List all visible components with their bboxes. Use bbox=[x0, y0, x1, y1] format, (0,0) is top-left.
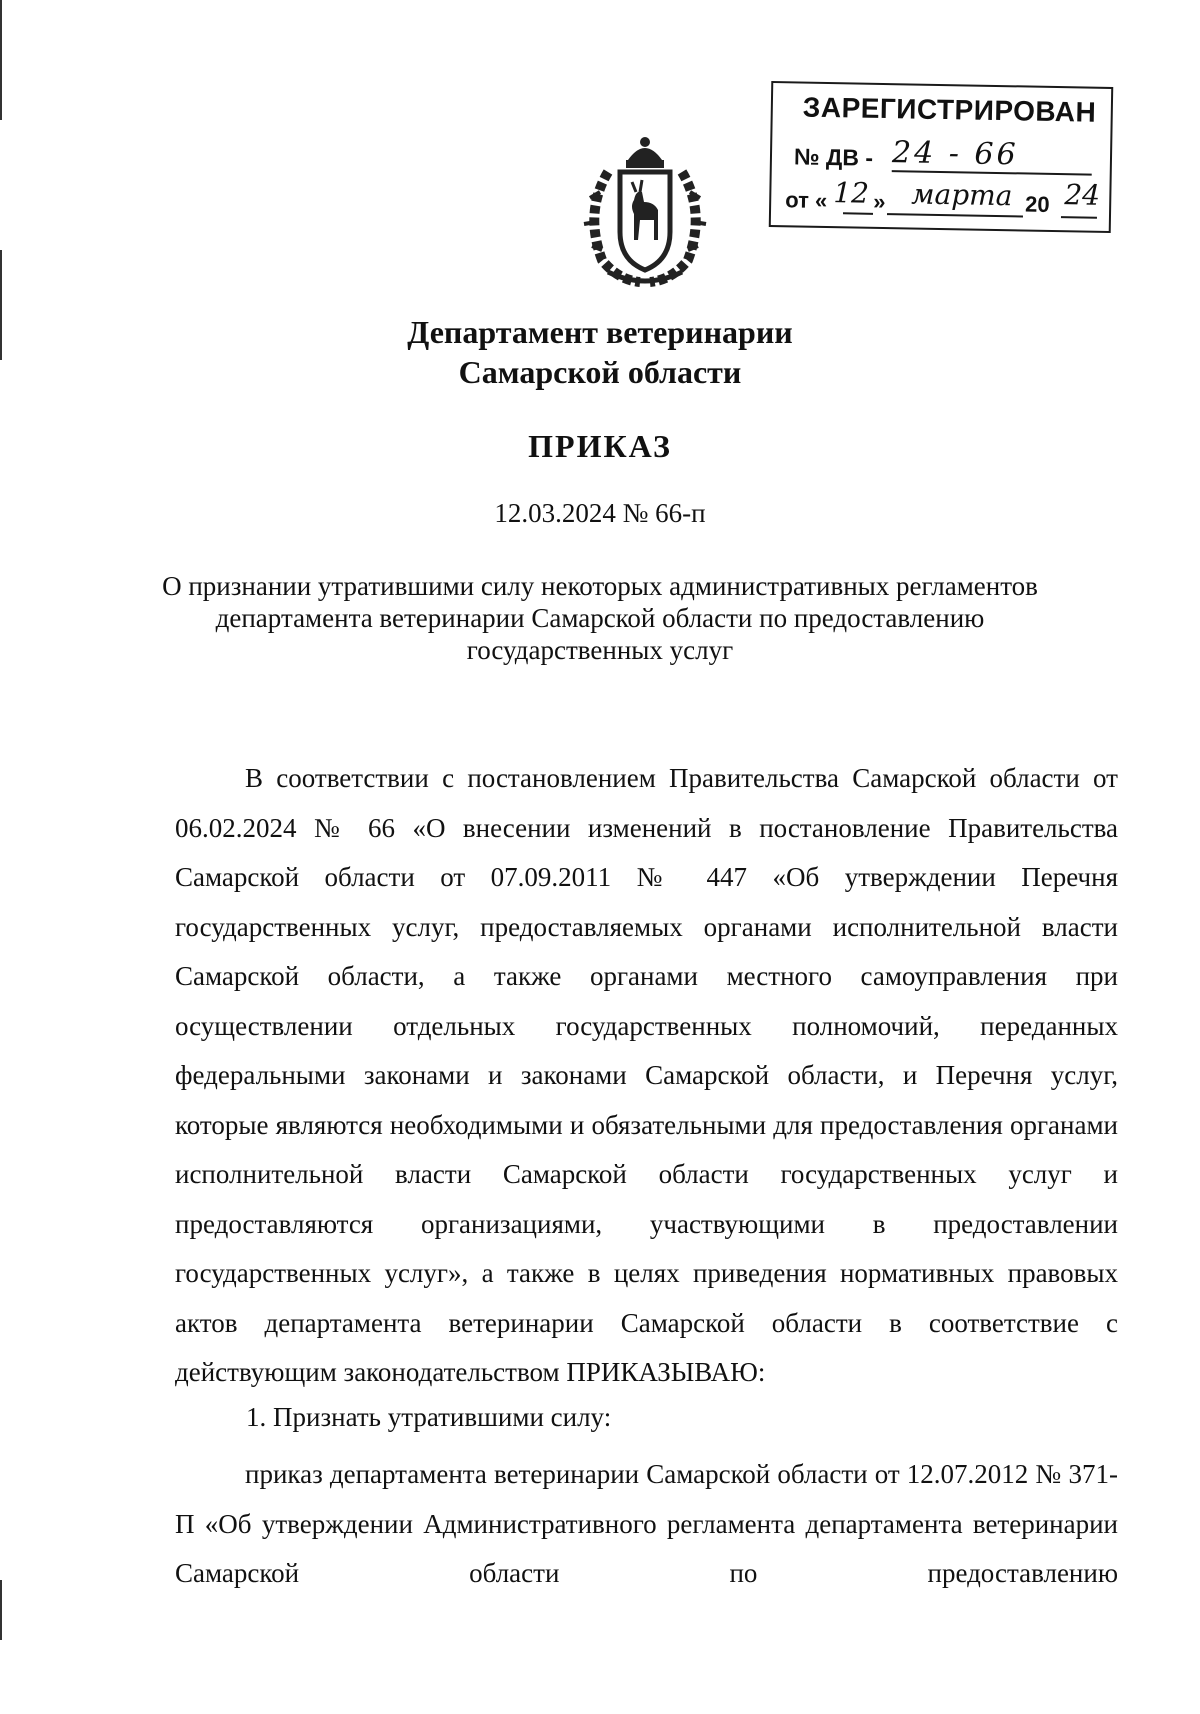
stamp-date-mid: » bbox=[872, 188, 886, 215]
registration-stamp bbox=[769, 81, 1113, 233]
order-item-1: 1. Признать утратившими силу: bbox=[246, 1402, 612, 1432]
subject-line-3: государственных услуг bbox=[466, 635, 734, 665]
subject-line-2: департамента ветеринарии Самарской области по предоставлению bbox=[215, 603, 985, 633]
document-subject bbox=[0, 570, 1200, 666]
document-type: ПРИКАЗ bbox=[528, 428, 672, 464]
stamp-title: ЗАРЕГИСТРИРОВАН bbox=[802, 91, 1097, 128]
stamp-date-prefix: от « bbox=[785, 187, 828, 214]
stamp-handwritten-year: 24 bbox=[1064, 178, 1101, 212]
subject-line-1: О признании утратившими силу некоторых административных регламентов bbox=[162, 571, 1038, 601]
body-paragraph-2-text: приказ департамента ветеринарии Самарской области от 12.07.2012 № 371-П «Об утверждении Административного регламента департамента ветеринарии Самарской области по предоставлению bbox=[175, 1459, 1118, 1588]
stamp-number-prefix: № ДВ - bbox=[793, 143, 874, 171]
department-line-1: Департамент ветеринарии bbox=[407, 314, 793, 350]
samara-coat-of-arms-icon bbox=[578, 132, 712, 288]
stamp-handwritten-month: марта bbox=[911, 177, 1013, 213]
body-paragraph-1-text: В соответствии с постановлением Правительства Самарской области от 06.02.2024 № 66 «О внесении изменений в постановление Правительства Самарской области от 07.09.2011 № 447 «Об утверждении Перечня государственных услуг, предоставляемых органами исполнительной власти Самарской области, а также органами местного самоуправления при осуществлении отдельных государственных полномочий, переданных федеральными законами и законами Самарской области, и Перечня услуг, которые являются необходимыми и обязательными для предоставления органами исполнительной власти Самарской области государственных услуг и предоставляются организациями, участвующими в предоставлении государственных услуг», а также в целях приведения нормативных правовых актов департамента ветеринарии Самарской области в соответствие с действующим законодательством ПРИКАЗЫВАЮ: bbox=[175, 763, 1118, 1387]
stamp-handwritten-number: 24 - 66 bbox=[892, 135, 1093, 175]
stamp-year-prefix: 20 bbox=[1024, 191, 1050, 217]
department-line-2: Самарской области bbox=[458, 354, 742, 390]
document-number: 12.03.2024 № 66-п bbox=[494, 498, 706, 528]
stamp-year-underline bbox=[1061, 216, 1097, 219]
scan-edge-mark bbox=[0, 1580, 2, 1640]
scan-edge-mark bbox=[0, 0, 2, 120]
stamp-handwritten-day: 12 bbox=[833, 176, 870, 210]
stamp-month-underline bbox=[887, 213, 1023, 217]
body-paragraph-1 bbox=[175, 754, 1118, 1398]
department-name bbox=[0, 312, 1200, 392]
body-paragraph-2 bbox=[175, 1450, 1118, 1599]
stamp-day-underline bbox=[843, 212, 873, 215]
